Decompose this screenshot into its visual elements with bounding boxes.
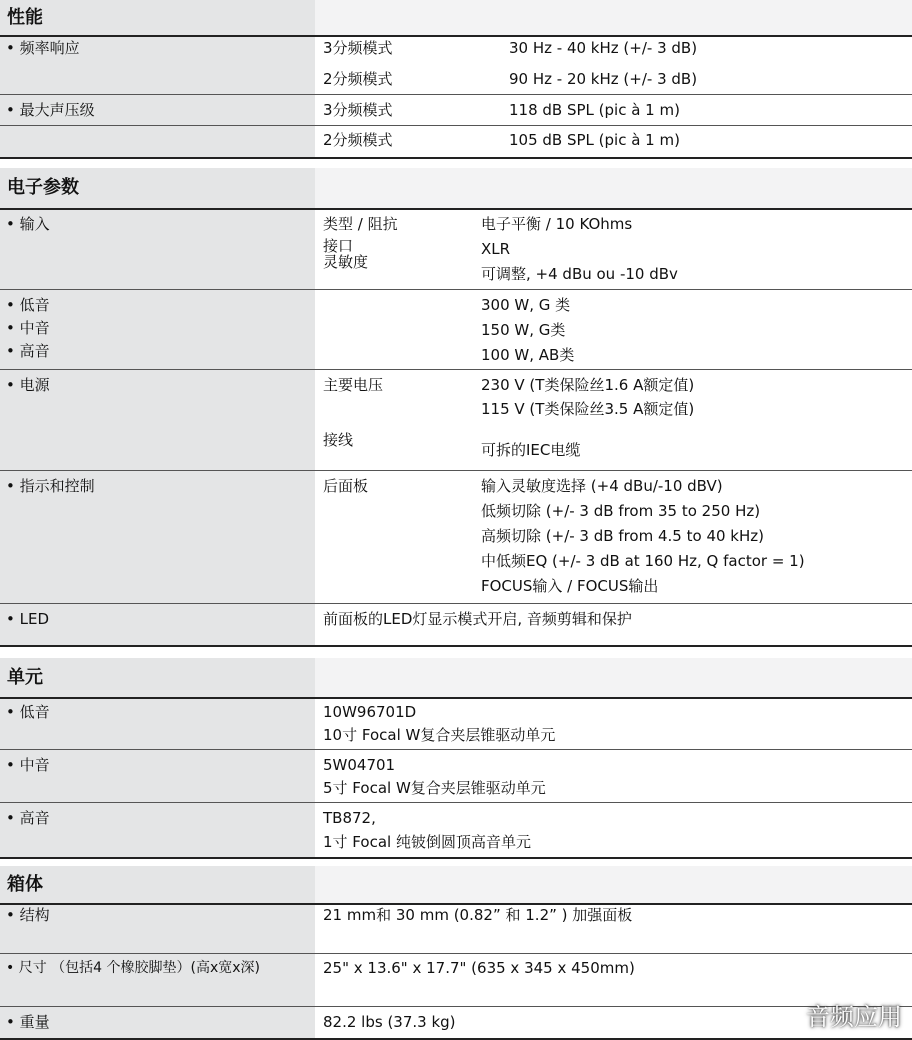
bg-electronics <box>0 208 315 645</box>
rule <box>0 857 912 859</box>
woofer-desc: 10寸 Focal W复合夹层锥驱动单元 <box>323 726 556 744</box>
tweeter-model: TB872, <box>323 809 376 827</box>
row-label-midrange: • 中音 <box>6 756 50 774</box>
power-value-115: 115 V (T类保险丝3.5 A额定值) <box>481 400 695 418</box>
rule <box>0 645 912 647</box>
input-sub-connector: 接口 <box>323 237 354 255</box>
rule <box>0 603 912 604</box>
rule <box>0 697 912 699</box>
rule <box>0 470 912 471</box>
spl-mode: 2分频模式 <box>323 131 393 149</box>
row-label-amp-low: • 低音 <box>6 296 50 314</box>
controls-sub-rear-panel: 后面板 <box>323 477 369 495</box>
power-value-230: 230 V (T类保险丝1.6 A额定值) <box>481 376 695 394</box>
controls-item: 输入灵敏度选择 (+4 dBu/-10 dBV) <box>481 477 723 495</box>
power-value-cable: 可拆的IEC电缆 <box>481 441 581 459</box>
header-bg-performance <box>0 0 912 35</box>
freq-mode: 2分频模式 <box>323 70 393 88</box>
input-value-connector: XLR <box>481 240 511 258</box>
rule <box>0 94 912 95</box>
tweeter-desc: 1寸 Focal 纯铍倒圆顶高音单元 <box>323 833 531 851</box>
row-label-tweeter: • 高音 <box>6 809 50 827</box>
watermark: 音频应用 <box>806 1003 902 1031</box>
section-title-performance: 性能 <box>7 7 43 28</box>
weight-value: 82.2 lbs (37.3 kg) <box>323 1013 456 1031</box>
rule <box>0 125 912 126</box>
rule <box>0 289 912 290</box>
row-label-max-spl: • 最大声压级 <box>6 101 95 119</box>
structure-value: 21 mm和 30 mm (0.82” 和 1.2” ) 加强面板 <box>323 906 633 924</box>
rule <box>0 369 912 370</box>
section-title-electronics: 电子参数 <box>7 177 79 198</box>
rule <box>0 802 912 803</box>
controls-item: 高频切除 (+/- 3 dB from 4.5 to 40 kHz) <box>481 527 764 545</box>
amp-value-mid: 150 W, G类 <box>481 321 566 339</box>
row-label-structure: • 结构 <box>6 906 50 924</box>
row-label-dimensions: • 尺寸 （包括4 个橡胶脚垫）(高x宽x深) <box>6 960 261 976</box>
amp-value-high: 100 W, AB类 <box>481 346 575 364</box>
header-bg-drivers <box>0 658 912 697</box>
controls-item: 低频切除 (+/- 3 dB from 35 to 250 Hz) <box>481 502 761 520</box>
rule <box>0 953 912 954</box>
spl-mode: 3分频模式 <box>323 101 393 119</box>
midrange-model: 5W04701 <box>323 756 396 774</box>
freq-value: 30 Hz - 40 kHz (+/- 3 dB) <box>509 39 698 57</box>
header-bg-cabinet <box>0 866 912 903</box>
row-label-amp-mid: • 中音 <box>6 319 50 337</box>
rule <box>0 35 912 37</box>
led-value: 前面板的LED灯显示模式开启, 音频剪辑和保护 <box>323 610 632 628</box>
input-value-type: 电子平衡 / 10 KOhms <box>481 215 633 233</box>
midrange-desc: 5寸 Focal W复合夹层锥驱动单元 <box>323 779 546 797</box>
rule <box>0 208 912 210</box>
section-title-drivers: 单元 <box>7 667 43 688</box>
input-sub-type: 类型 / 阻抗 <box>323 215 398 233</box>
rule <box>0 749 912 750</box>
section-title-cabinet: 箱体 <box>7 874 43 895</box>
controls-item: 中低频EQ (+/- 3 dB at 160 Hz, Q factor = 1) <box>481 552 805 570</box>
rule <box>0 157 912 159</box>
power-sub-voltage: 主要电压 <box>323 376 384 394</box>
freq-mode: 3分频模式 <box>323 39 393 57</box>
row-label-input: • 输入 <box>6 215 50 233</box>
woofer-model: 10W96701D <box>323 703 417 721</box>
row-label-woofer: • 低音 <box>6 703 50 721</box>
input-sub-sensitivity: 灵敏度 <box>323 253 369 271</box>
row-label-led: • LED <box>6 610 50 628</box>
spl-value: 118 dB SPL (pic à 1 m) <box>509 101 680 119</box>
dimensions-value: 25" x 13.6" x 17.7" (635 x 345 x 450mm) <box>323 959 635 977</box>
amp-value-low: 300 W, G 类 <box>481 296 571 314</box>
row-label-weight: • 重量 <box>6 1013 50 1031</box>
controls-item: FOCUS输入 / FOCUS输出 <box>481 577 659 595</box>
row-label-power: • 电源 <box>6 376 50 394</box>
power-sub-cable: 接线 <box>323 431 354 449</box>
row-label-amp-high: • 高音 <box>6 342 50 360</box>
rule <box>0 1006 912 1007</box>
freq-value: 90 Hz - 20 kHz (+/- 3 dB) <box>509 70 698 88</box>
spl-value: 105 dB SPL (pic à 1 m) <box>509 131 680 149</box>
input-value-sensitivity: 可调整, +4 dBu ou -10 dBv <box>481 265 678 283</box>
header-bg-electronics <box>0 168 912 208</box>
row-label-controls: • 指示和控制 <box>6 477 95 495</box>
row-label-frequency-response: • 频率响应 <box>6 39 80 57</box>
